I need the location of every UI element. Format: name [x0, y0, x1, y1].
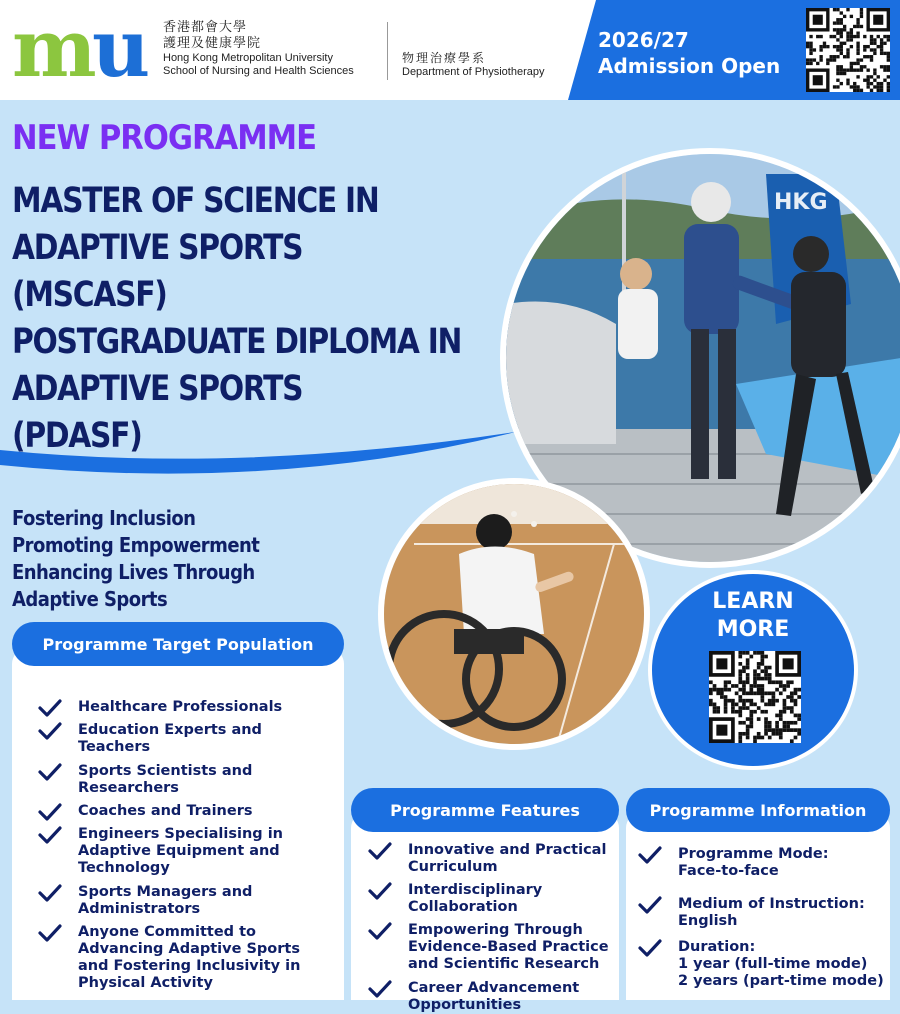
list-item-text [408, 922, 609, 973]
list-item [368, 842, 606, 876]
list-item-text [78, 924, 300, 992]
check-icon [38, 803, 62, 821]
department-name [402, 50, 544, 79]
features-heading: Programme Features [351, 788, 619, 832]
list-item-line: Administrators [78, 901, 201, 917]
header-divider [387, 22, 388, 80]
check-icon [38, 722, 62, 740]
programme-title [12, 178, 462, 460]
title-line: (MSCASF) [12, 275, 167, 315]
admission-open: Admission Open [598, 54, 781, 78]
list-item [38, 826, 283, 877]
list-item-line: Advancing Adaptive Sports [78, 941, 300, 957]
information-heading: Programme Information [626, 788, 890, 832]
list-item [368, 922, 609, 973]
list-item-text [78, 803, 253, 821]
list-item-line: Physical Activity [78, 975, 213, 991]
new-programme-label: NEW PROGRAMME [12, 118, 316, 158]
list-item-line: Researchers [78, 780, 179, 796]
check-icon [38, 763, 62, 781]
list-item-line: Innovative and Practical [408, 842, 607, 858]
list-item-line: and Scientific Research [408, 956, 600, 972]
learn-more-circle[interactable] [648, 570, 858, 770]
list-item-line: Anyone Committed to [78, 924, 256, 940]
list-item-line: Medium of Instruction: [678, 896, 865, 912]
check-icon [38, 884, 62, 902]
list-item-text [408, 882, 542, 916]
title-line: ADAPTIVE SPORTS [12, 228, 303, 268]
tagline: Adaptive Sports [12, 587, 168, 611]
list-item-text [408, 980, 579, 1014]
list-item-line: 2 years (part-time mode) [678, 973, 884, 989]
list-item-text [78, 699, 282, 717]
check-icon [368, 922, 392, 940]
list-item [638, 896, 865, 930]
target-population-heading: Programme Target Population [12, 622, 344, 666]
check-icon [368, 882, 392, 900]
list-item-line: Opportunities [408, 997, 522, 1013]
list-item-text [408, 842, 606, 876]
admission-year: 2026/27 [598, 28, 689, 52]
list-item-text [678, 896, 865, 930]
list-item-line: Sports Managers and [78, 884, 253, 900]
list-item-line: and Fostering Inclusivity in [78, 958, 301, 974]
list-item-line: Career Advancement [408, 980, 580, 996]
list-item-line: Duration: [678, 939, 756, 955]
svg-text:HKG: HKG [774, 190, 828, 215]
list-item-line: Teachers [78, 739, 151, 755]
list-item-line: Evidence-Based Practice [408, 939, 609, 955]
list-item-text [678, 846, 829, 880]
swoosh-decoration [0, 420, 560, 490]
title-line: ADAPTIVE SPORTS [12, 369, 303, 409]
list-item-text [78, 722, 262, 756]
univ-en-1: Hong Kong Metropolitan University [163, 52, 333, 64]
list-item-line: Adaptive Equipment and [78, 843, 280, 859]
list-item [368, 882, 542, 916]
check-icon [38, 924, 62, 942]
list-item-line: 1 year (full-time mode) [678, 956, 868, 972]
check-icon [38, 826, 62, 844]
list-item [38, 763, 252, 797]
learn-more-line2: MORE [716, 617, 790, 642]
list-item [38, 803, 253, 821]
list-item [638, 939, 884, 990]
check-icon [368, 842, 392, 860]
univ-zh-1: 香港都會大學 [163, 20, 248, 35]
list-item-text [78, 826, 283, 877]
qr-code-icon[interactable] [709, 651, 801, 743]
list-item-line: Programme Mode: [678, 846, 829, 862]
list-item-line: Technology [78, 860, 170, 876]
university-name [163, 20, 354, 78]
title-line: POSTGRADUATE DIPLOMA IN [12, 322, 462, 362]
list-item-line: Engineers Specialising in [78, 826, 283, 842]
list-item [38, 699, 282, 717]
list-item [38, 884, 252, 918]
list-item-line: Sports Scientists and [78, 763, 253, 779]
list-item-text [78, 884, 252, 918]
title-line: (PDASF) [12, 416, 142, 456]
check-icon [638, 846, 662, 864]
list-item-line: Curriculum [408, 859, 498, 875]
univ-en-2: School of Nursing and Health Sciences [163, 65, 354, 77]
check-icon [638, 939, 662, 957]
tagline: Promoting Empowerment [12, 533, 260, 557]
dept-zh: 物理治療學系 [402, 51, 487, 65]
list-item-line: Coaches and Trainers [78, 803, 253, 819]
wheelchair-photo [378, 478, 650, 750]
dept-en: Department of Physiotherapy [402, 66, 545, 78]
list-item [38, 722, 262, 756]
header [0, 0, 900, 100]
list-item-line: Interdisciplinary [408, 882, 543, 898]
list-item-text [78, 763, 252, 797]
check-icon [638, 896, 662, 914]
qr-code-icon[interactable] [806, 8, 890, 92]
admission-text [598, 27, 780, 79]
mu-logo [12, 14, 152, 84]
svg-text:m: m [12, 14, 91, 84]
list-item-line: Healthcare Professionals [78, 699, 283, 715]
tagline: Enhancing Lives Through [12, 560, 255, 584]
check-icon [38, 699, 62, 717]
list-item-line: Education Experts and [78, 722, 262, 738]
taglines [12, 505, 259, 613]
list-item-line: Collaboration [408, 899, 518, 915]
list-item-line: English [678, 913, 738, 929]
svg-text:u: u [92, 14, 145, 84]
list-item-line: Empowering Through [408, 922, 583, 938]
learn-more-line1: LEARN [712, 589, 794, 614]
list-item-text [678, 939, 884, 990]
check-icon [368, 980, 392, 998]
title-line: MASTER OF SCIENCE IN [12, 181, 379, 221]
list-item [638, 846, 829, 880]
list-item [368, 980, 579, 1014]
wheelchair-scene-image [384, 484, 650, 750]
list-item [38, 924, 300, 992]
tagline: Fostering Inclusion [12, 506, 196, 530]
learn-more-label [652, 588, 854, 644]
list-item-line: Face-to-face [678, 863, 779, 879]
univ-zh-2: 護理及健康學院 [163, 36, 262, 51]
